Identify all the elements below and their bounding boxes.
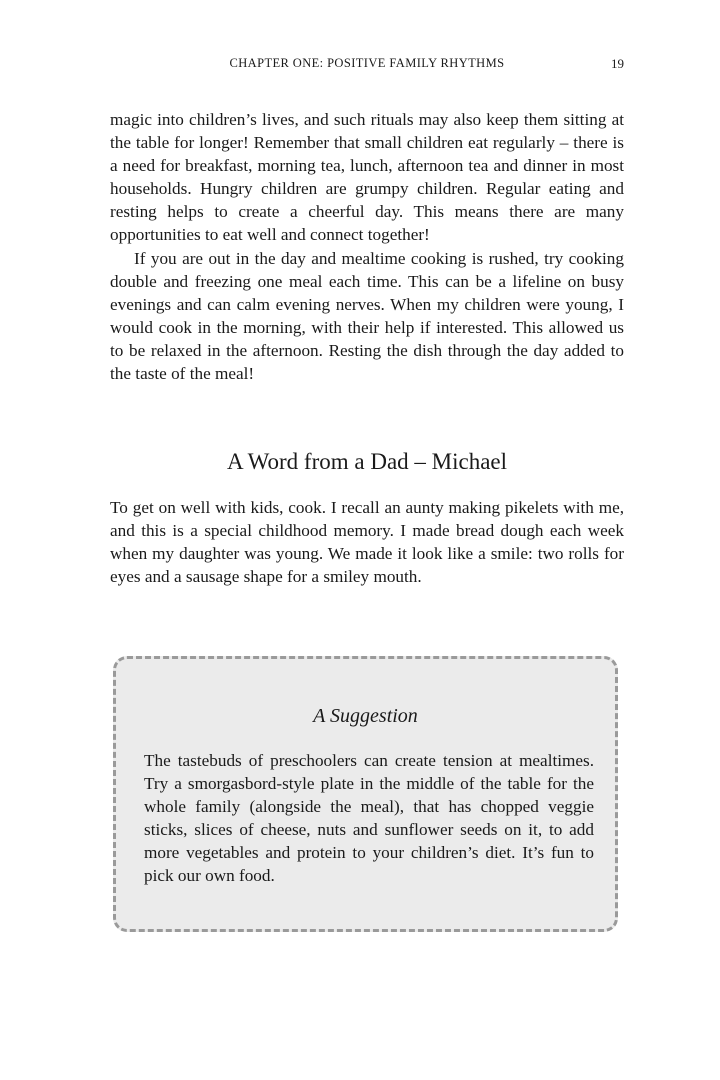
suggestion-title: A Suggestion [313,705,418,727]
chapter-title: CHAPTER ONE: POSITIVE FAMILY RHYTHMS [229,56,505,70]
dad-section-text [110,496,624,588]
intro-paragraph-2: If you are out in the day and mealtime cooking is rushed, try cooking double and freezing one meal each time. This can be a lifeline on busy evenings and can calm evening nerves. When my children were young, I would cook in the morning, with their help if interested. This allowed us to be relaxed in the afternoon. Resting the dish through the day added to the taste of the meal! [110,248,624,384]
dad-paragraph: To get on well with kids, cook. I recall an aunty making pikelets with me, and this is a special childhood memory. I made bread dough each week when my daughter was young. We made it look like a smile: two rolls for eyes and a sausage shape for a smiley mouth. [110,498,624,587]
dad-section-heading: A Word from a Dad – Michael [226,449,508,474]
intro-paragraph-1: magic into children’s lives, and such rituals may also keep them sitting at the table for longer! Remember that small children eat regularly – there is a need for breakfast, morning tea, lunch, afternoon tea and dinner in most households. Hungry children are grumpy children. Regular eating and resting helps to create a cheerful day. This means there are many opportunities to eat well and connect together! [110,110,624,245]
page-number: 19 [611,56,624,71]
running-head [110,56,624,76]
suggestion-text: The tastebuds of preschoolers can create tension at mealtimes. Try a smorgasbord-style plate in the middle of the table for the whole family (alongside the meal), that has chopped veggie sticks, slices of cheese, nuts and sunflower seeds on it, to add more vegetables and protein to your children’s diet. It’s fun to pick our own food. [144,751,594,886]
suggestion-box [113,656,618,932]
intro-text [110,108,624,385]
